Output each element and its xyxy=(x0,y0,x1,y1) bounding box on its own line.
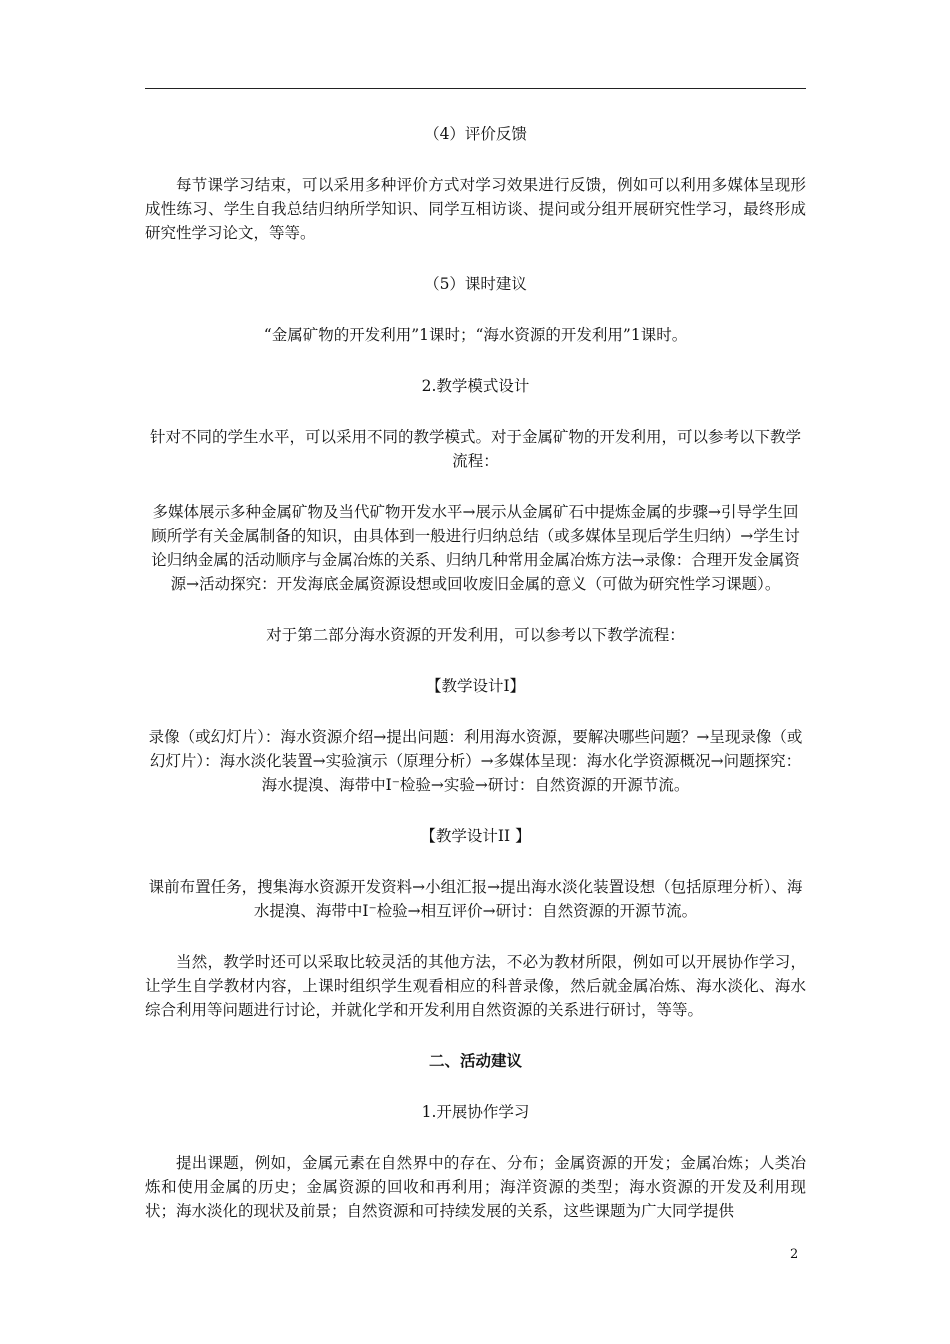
paragraph-design-2: 课前布置任务，搜集海水资源开发资料→小组汇报→提出海水淡化装置设想（包括原理分析）、海水提溴、海带中I⁻检验→相互评价→研讨：自然资源的开源节流。 xyxy=(148,878,803,920)
paragraph-metal-flow: 多媒体展示多种金属矿物及当代矿物开发水平→展示从金属矿石中提炼金属的步骤→引导学生回顾所学有关金属制备的知识，由具体到一般进行归纳总结（或多媒体呈现后学生归纳）→学生讨论归纳金属的活动顺序与金属冶炼的关系、归纳几种常用金属冶炼方法→录像：合理开发金属资源→活动探究：开发海底金属资源设想或回收废旧金属的意义（可做为研究性学习课题）。 xyxy=(151,503,800,593)
heading-activity-suggestions: 二、活动建议 xyxy=(428,1051,522,1070)
heading-design-2: 【教学设计II 】 xyxy=(420,827,531,845)
page-body xyxy=(145,122,806,1223)
paragraph-collaborative-learning: 提出课题，例如，金属元素在自然界中的存在、分布；金属资源的开发；金属冶炼；人类冶炼和使用金属的历史；金属资源的回收和再利用；海洋资源的类型；海水资源的开发及利用现状；海水淡化的现状及前景；自然资源和可持续发展的关系，这些课题为广大同学提供 xyxy=(145,1154,806,1220)
heading-evaluation: （4）评价反馈 xyxy=(424,125,527,143)
heading-class-hours: （5）课时建议 xyxy=(424,275,527,293)
paragraph-teaching-mode: 针对不同的学生水平，可以采用不同的教学模式。对于金属矿物的开发利用，可以参考以下教学流程： xyxy=(149,428,801,470)
paragraph-evaluation: 每节课学习结束，可以采用多种评价方式对学习效果进行反馈，例如可以利用多媒体呈现形成性练习、学生自我总结归纳所学知识、同学互相访谈、提问或分组开展研究性学习，最终形成研究性学习论文，等等。 xyxy=(145,176,806,242)
heading-teaching-mode: 2.教学模式设计 xyxy=(421,377,530,395)
heading-design-1: 【教学设计Ⅰ】 xyxy=(425,677,526,695)
page-number: 2 xyxy=(790,1247,799,1262)
paragraph-class-hours: “金属矿物的开发利用”1课时；“海水资源的开发利用”1课时。 xyxy=(263,326,688,344)
paragraph-seawater-intro: 对于第二部分海水资源的开发利用，可以参考以下教学流程： xyxy=(266,626,685,644)
paragraph-flexible-methods: 当然，教学时还可以采取比较灵活的其他方法，不必为教材所限，例如可以开展协作学习，让学生自学教材内容，上课时组织学生观看相应的科普录像，然后就金属冶炼、海水淡化、海水综合利用等问题进行讨论，并就化学和开发利用自然资源的关系进行研讨，等等。 xyxy=(145,953,806,1019)
paragraph-design-1: 录像（或幻灯片）：海水资源介绍→提出问题：利用海水资源，要解决哪些问题？→呈现录像（或幻灯片）：海水淡化装置→实验演示（原理分析）→多媒体呈现：海水化学资源概况→问题探究：海水提溴、海带中I⁻检验→实验→研讨：自然资源的开源节流。 xyxy=(148,728,803,794)
heading-collaborative-learning: 1.开展协作学习 xyxy=(421,1103,530,1121)
header-rule xyxy=(145,88,806,89)
